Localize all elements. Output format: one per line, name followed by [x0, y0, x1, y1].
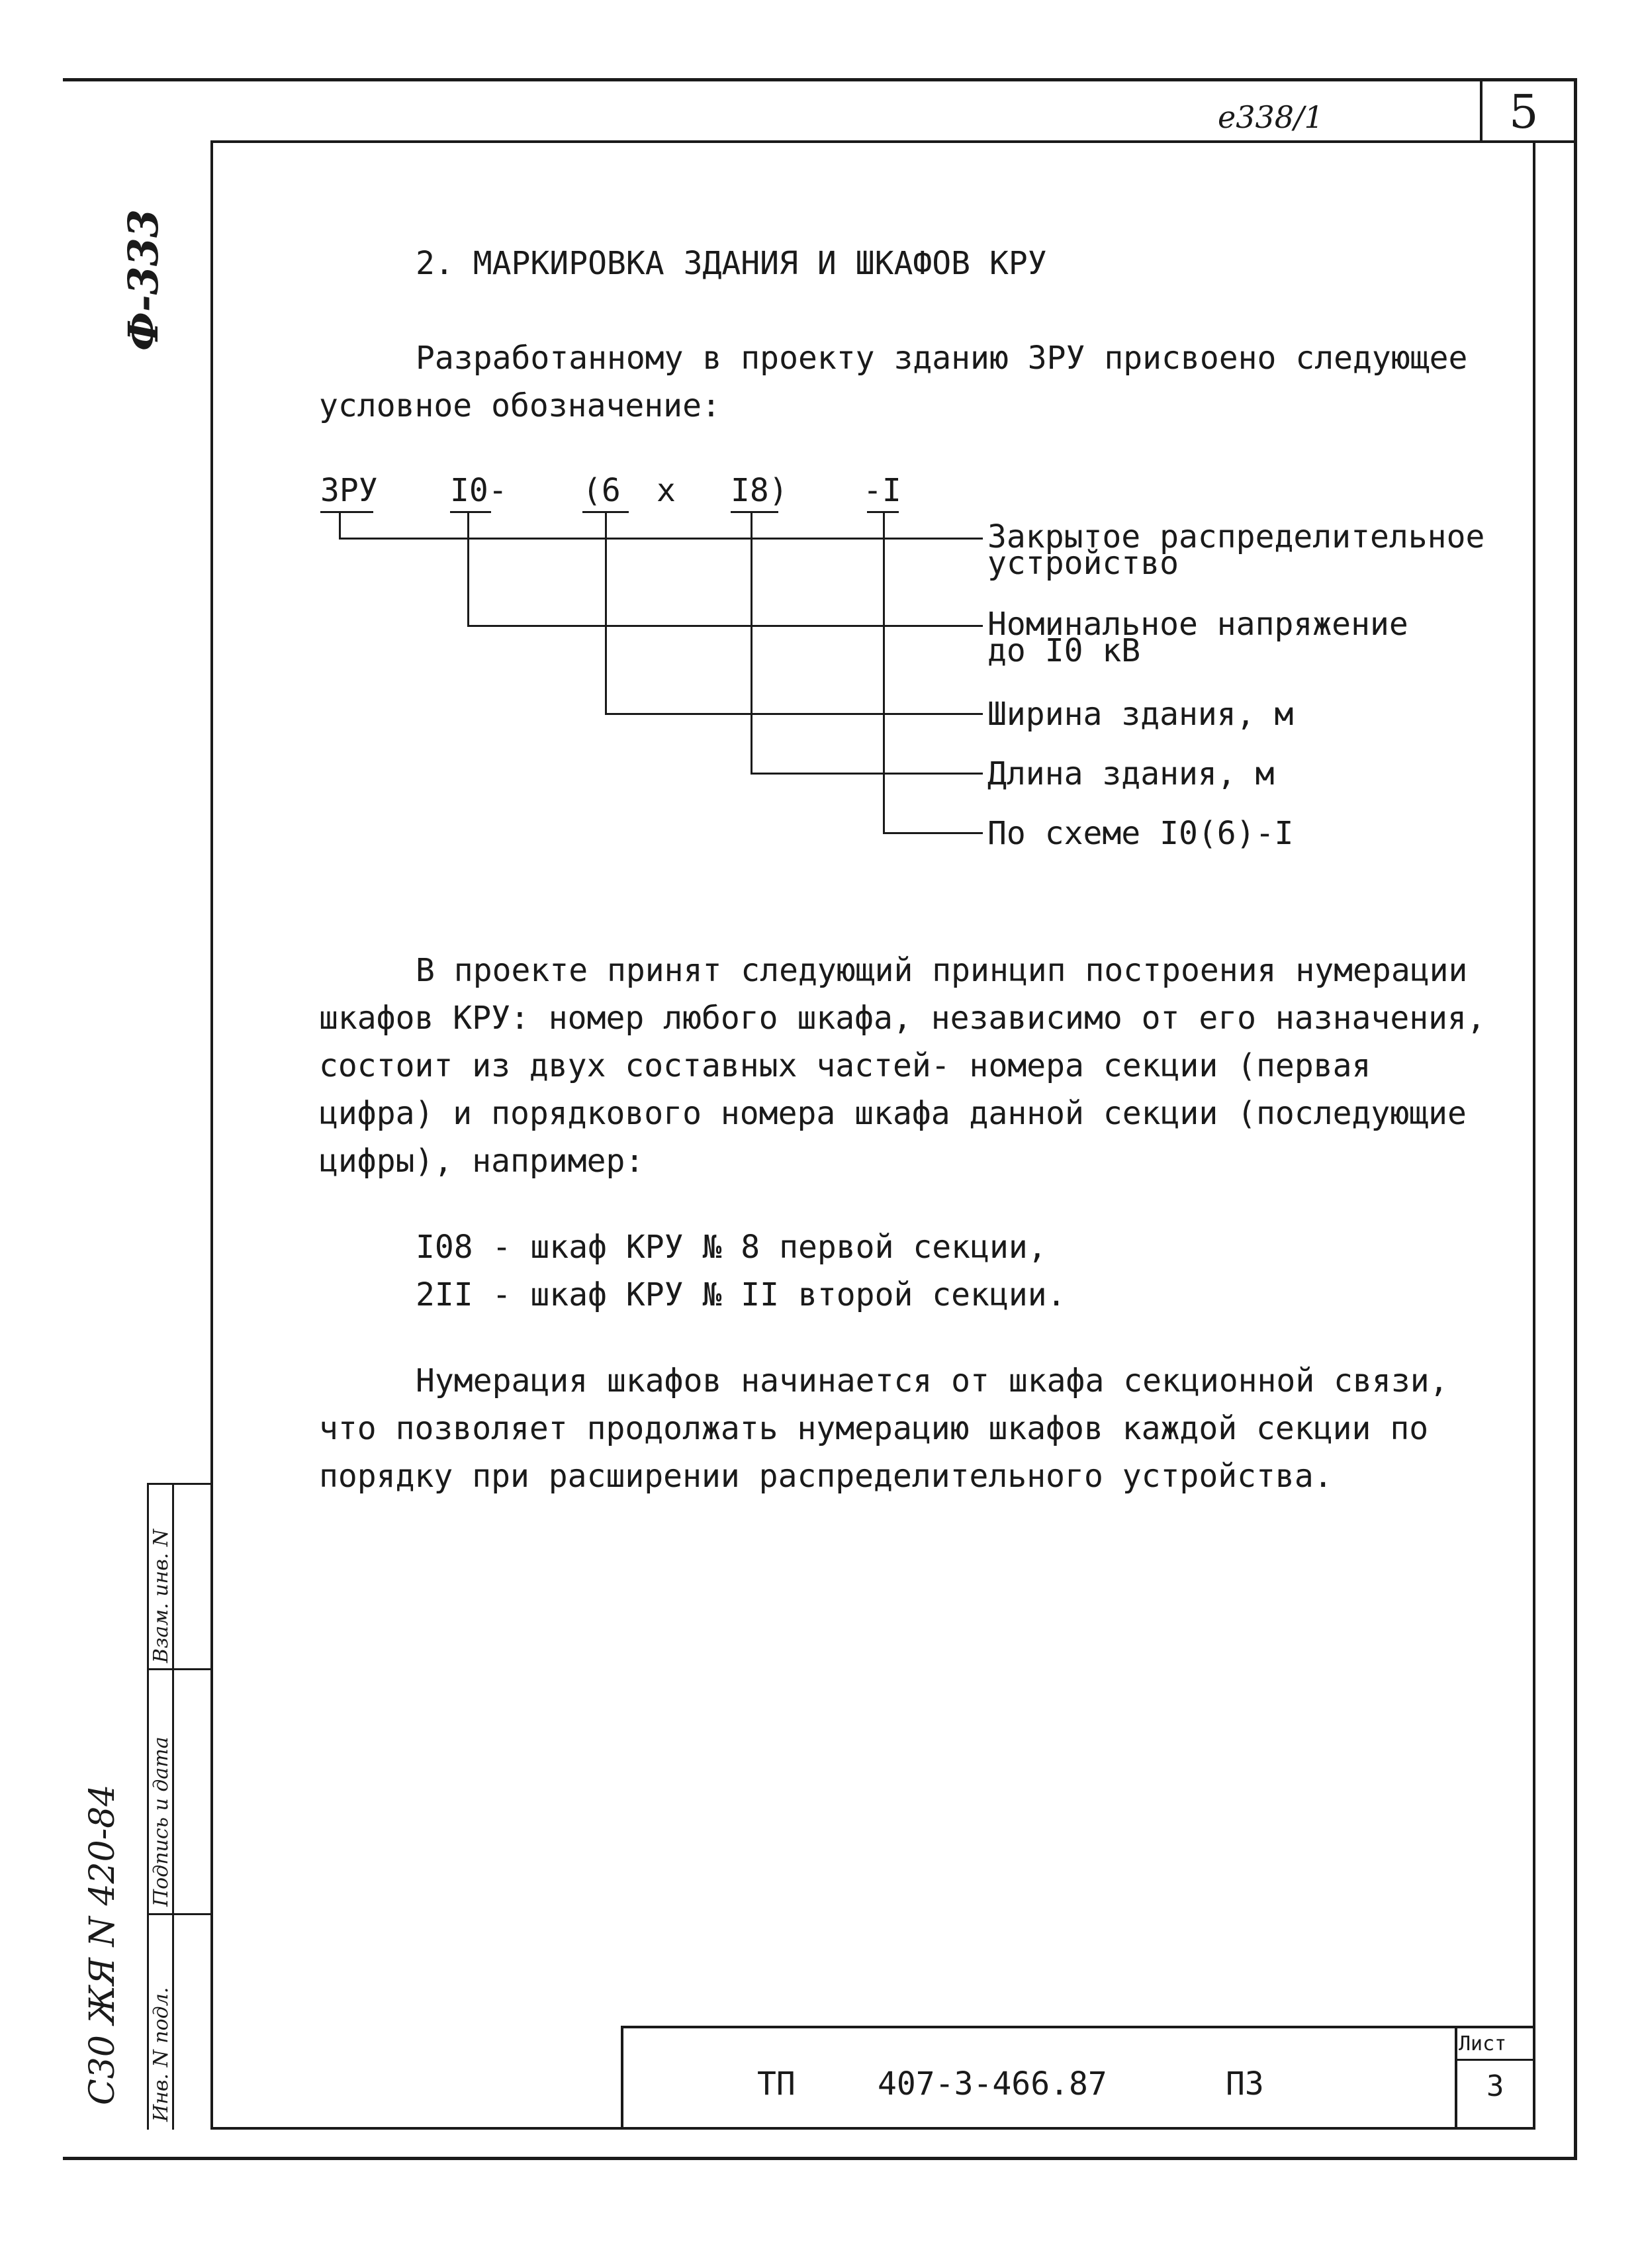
stamp-div-2: [147, 1913, 212, 1915]
legend-2-line-1: Номинальное напряжение: [987, 606, 1408, 643]
designation-part-width: (6: [582, 472, 621, 509]
stamp-col-left: [147, 1483, 149, 2130]
example-2: 2II - шкаф КРУ № II второй секции.: [416, 1276, 1066, 1313]
sheet-number: 5: [1509, 85, 1539, 139]
inner-frame-left: [210, 140, 213, 2130]
numbering-line-4: цифра) и порядкового номера шкафа данной секции (последующие: [319, 1095, 1467, 1132]
archive-note: С30 ЖЯ N 420-84: [83, 1784, 122, 2105]
title-block-prefix: ТП: [757, 2065, 796, 2103]
leader-5-v: [883, 513, 885, 834]
closing-line-3: порядку при расширении распределительного устройства.: [319, 1458, 1333, 1495]
page-bottom-border: [63, 2157, 1577, 2160]
legend-3: Ширина здания, м: [987, 696, 1294, 733]
page-top-border: [63, 78, 1577, 81]
inner-frame-right: [1533, 140, 1535, 2130]
legend-1-line-2: устройство: [987, 545, 1179, 582]
doc-number: е338/1: [1218, 99, 1324, 135]
legend-2-line-2: до I0 кВ: [987, 632, 1141, 669]
designation-part-times: x: [657, 472, 676, 509]
leader-3-v: [605, 513, 607, 715]
numbering-line-5: цифры), например:: [319, 1143, 645, 1180]
section-title: 2. МАРКИРОВКА ЗДАНИЯ И ШКАФОВ КРУ: [416, 245, 1047, 282]
sheet-box-left: [1480, 78, 1482, 143]
intro-line-2: условное обозначение:: [319, 387, 721, 424]
form-code: Ф-333: [119, 209, 167, 351]
legend-5: По схеме I0(6)-I: [987, 815, 1294, 852]
stamp-top: [147, 1483, 212, 1485]
leader-2-h: [467, 625, 983, 627]
stamp-div-1: [147, 1668, 212, 1670]
example-1: I08 - шкаф КРУ № 8 первой секции,: [416, 1229, 1047, 1266]
inner-frame-bottom: [212, 2127, 1535, 2130]
designation-part-voltage: I0-: [450, 472, 508, 509]
numbering-line-2: шкафов КРУ: номер любого шкафа, независимо от его назначения,: [319, 1000, 1486, 1037]
title-block-sheet-label: Лист: [1459, 2032, 1507, 2055]
title-block-left: [621, 2026, 623, 2130]
closing-line-1: Нумерация шкафов начинается от шкафа секционной связи,: [416, 1362, 1449, 1399]
stamp-label-replace: Взам. инв. N: [150, 1529, 173, 1663]
designation-part-length: I8): [731, 472, 788, 509]
inner-frame-top: [212, 140, 1575, 143]
closing-line-2: что позволяет продолжать нумерацию шкафов каждой секции по: [319, 1410, 1429, 1447]
intro-line-1: Разработанному в проекту зданию ЗРУ присвоено следующее: [416, 340, 1468, 377]
title-block-top: [622, 2026, 1535, 2028]
leader-2-v: [467, 513, 469, 627]
title-block-sheet: 3: [1486, 2069, 1504, 2103]
stamp-label-inv: Инв. N подл.: [150, 1987, 173, 2122]
leader-4-h: [751, 773, 983, 775]
leader-1-h: [339, 538, 983, 540]
title-block-doc-type: ПЗ: [1226, 2065, 1264, 2103]
numbering-line-3: состоит из двух составных частей- номера секции (первая: [319, 1047, 1371, 1084]
title-block-sheet-hline: [1455, 2059, 1535, 2061]
designation-part-zru: ЗРУ: [320, 472, 378, 509]
leader-5-h: [883, 832, 983, 834]
leader-3-h: [605, 713, 983, 715]
page-right-border: [1574, 78, 1577, 2160]
title-block-code: 407-3-466.87: [878, 2065, 1107, 2103]
numbering-line-1: В проекте принят следующий принцип построения нумерации: [416, 952, 1468, 989]
title-block-sheet-div: [1455, 2026, 1457, 2130]
stamp-label-sign: Подпись и дата: [150, 1736, 173, 1907]
legend-1-line-1: Закрытое распределительное: [987, 518, 1485, 555]
leader-4-v: [751, 513, 753, 775]
legend-4: Длина здания, м: [987, 755, 1275, 792]
designation-part-scheme: -I: [863, 472, 901, 509]
leader-1-v: [339, 513, 341, 540]
